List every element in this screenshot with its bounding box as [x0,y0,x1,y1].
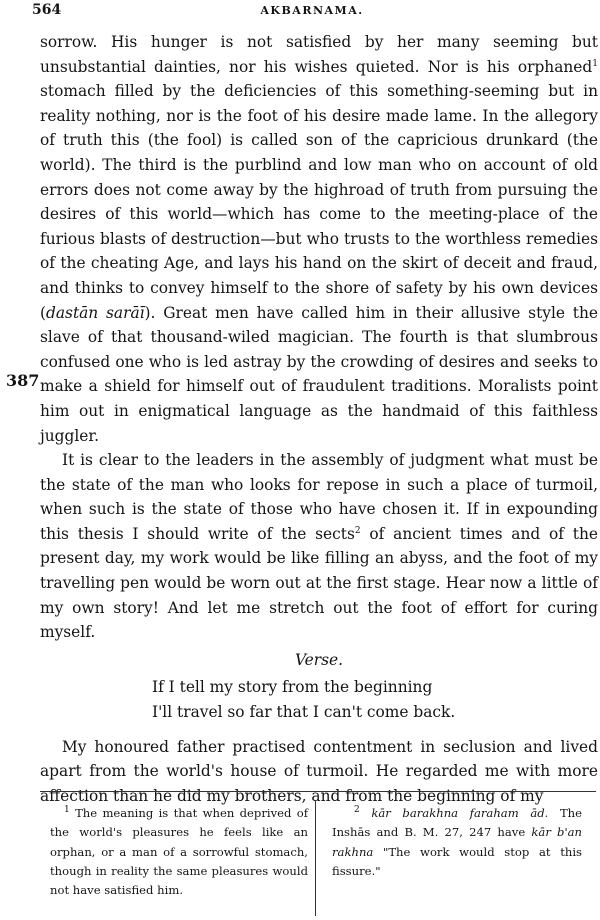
page-number: 564 [32,2,62,18]
verse-line-1: If I tell my story from the beginning [152,678,433,697]
footnote-2-number: 2 [354,805,360,816]
footnote-2 [332,804,582,881]
footnote-1 [50,804,308,900]
footnote-column-divider [315,800,316,916]
footnote-ref-2: 2 [354,525,361,536]
page-header [32,2,592,20]
paragraph-2-end: of ancient times and of the present day, my work would be like filling an abyss, and the foot of my travelling pen would be worn out at the first stage. Hear now a little of my own story! And let me stretch out the foot of effort for curing myself. [40,524,598,642]
footnote-2-variant: kār b'an rakhna [332,825,583,859]
footnote-2-end: "The work would stop at this fissure." [332,844,582,878]
running-head: AKBARNAMA. [260,4,364,17]
footnote-2-mid: The Inshās and B. M. 27, 247 have [332,806,583,840]
verse-heading: Verse. [294,650,344,669]
paragraph-1-continued: stomach filled by the deficiencies of this something-seeming but in reality nothing, nor is the foot of his desire made lame. In the allegory of truth this (the fool) is called son of the capricious drunkard (the world). The third is the purblind and low man who on account of old errors does not come away by the highroad of truth from pursuing the desires of this world—which has come to the meeting-place of the furious blasts of destruction—but who trusts to the worthless remedies of the cheating Age, and lays his hand on the skirt of deceit and fraud, and thinks to convey himself to the shore of safety by his own devices ( [40,82,598,322]
footnote-1-text: The meaning is that when deprived of the world's pleasures he feels like an orphan, or a man of a sorrowful stomach, though in reality the same pleasures would not have satisfied him. [50,806,309,898]
footnote-rule [40,791,596,792]
footnote-ref-1: 1 [592,58,598,69]
paragraph-2 [40,448,598,645]
paragraph-3: My honoured father practised contentment in seclusion and lived apart from the world's house of turmoil. He regarded me with more affection than he did my brothers, and from the beginning of my [40,737,598,805]
paragraph-2-text: It is clear to the leaders in the assembly of judgment what must be the state of the man who looks for repose in such a place of turmoil, when such is the state of those who have chosen it. If in expounding this thesis I should write of the sects [40,451,598,543]
footnote-1-number: 1 [64,805,70,816]
footnote-2-term: kār barakhna faraham ād. [371,806,549,820]
paragraph-1 [40,30,598,448]
paragraph-1-text: sorrow. His hunger is not satisfied by her many seeming but unsubstantial dainties, nor his wishes quieted. Nor is his orphaned [40,33,598,76]
verse-line-2: I'll travel so far that I can't come back. [152,703,456,722]
main-text [40,30,598,808]
margin-page-marker: 387 [6,371,40,390]
paragraph-1-end: ). Great men have called him in their allusive style the slave of that thousand-wiled magician. The fourth is that slumbrous confused one who is led astray by the crowding of desires and seeks to make a shield for himself out of fraudulent traditions. Moralists point him out in enigmatical language as the handmaid of this faithless juggler. [40,303,598,445]
term-dastan-sarai: dastān sarāī [46,303,145,322]
